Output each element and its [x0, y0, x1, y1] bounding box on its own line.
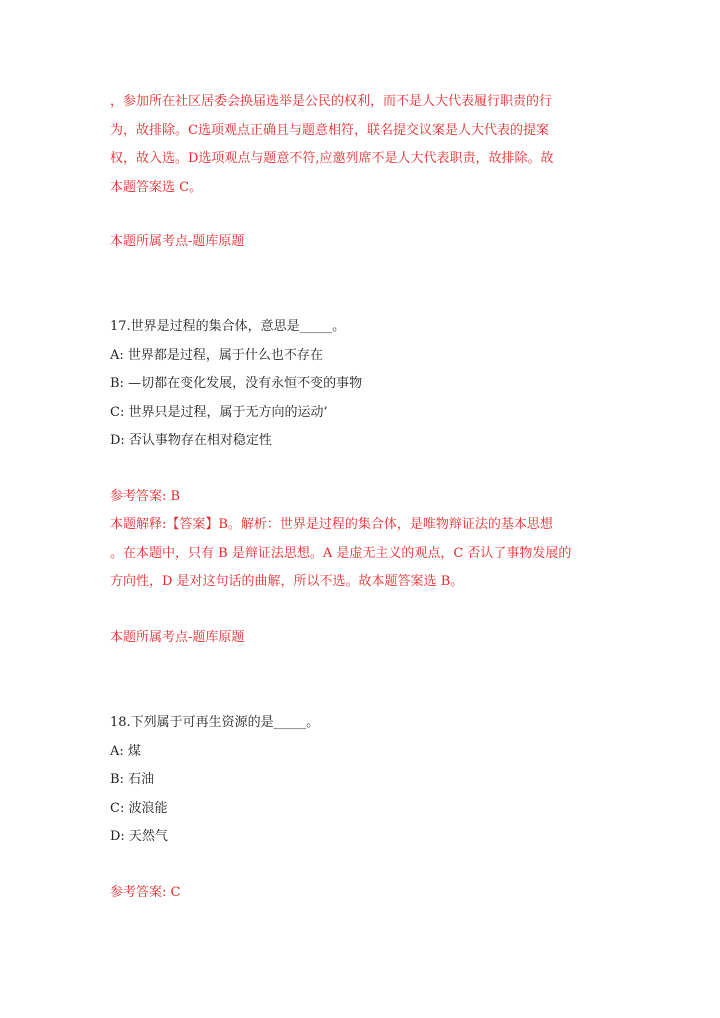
- source-label-17: 本题所属考点-题库原题: [110, 630, 245, 645]
- answer-18: 参考答案: C: [110, 885, 181, 900]
- option-a: A: 煤: [110, 743, 141, 759]
- explanation-16: [110, 88, 618, 202]
- option-d: D: 否认事物存在相对稳定性: [110, 433, 272, 448]
- option-c: C: 波浪能: [110, 800, 168, 816]
- answer-17: 参考答案: B: [110, 489, 181, 504]
- source-label-16: 本题所属考点-题库原题: [110, 234, 245, 249]
- option-c: C: 世界只是过程，属于无方向的运动’: [110, 404, 328, 420]
- explanation-line: ，参加所在社区居委会换届选举是公民的权利，而不是人大代表履行职责的行: [110, 94, 553, 109]
- explanation-line: 为，故排除。C选项观点正确且与题意相符，联名提交议案是人大代表的提案: [110, 122, 549, 138]
- question-17: [110, 313, 618, 456]
- explanation-line: 。在本题中，只有 B 是辩证法思想。A 是虚无主义的观点，C 否认了事物发展的: [110, 545, 572, 561]
- question-text: 17.世界是过程的集合体，意思是_____。: [110, 319, 346, 334]
- question-text: 18.下列属于可再生资源的是_____。: [110, 715, 320, 730]
- option-a: A: 世界都是过程，属于什么也不存在: [110, 347, 323, 363]
- explanation-line: 方向性，D 是对这句话的曲解，所以不选。故本题答案选 B。: [110, 574, 464, 589]
- explanation-line: 本题解释:【答案】B。解析：世界是过程的集合体，是唯物辩证法的基本思想: [110, 517, 553, 532]
- explanation-line: 权，故入选。D选项观点与题意不符,应邀列席不是人大代表职责，故排除。故: [110, 151, 554, 166]
- option-d: D: 天然气: [110, 829, 168, 844]
- option-b: B: —切都在变化发展，没有永恒不变的事物: [110, 376, 363, 391]
- question-18: [110, 709, 618, 852]
- explanation-line: 本题答案选 C。: [110, 179, 203, 195]
- explanation-17: [110, 511, 618, 597]
- option-b: B: 石油: [110, 772, 155, 787]
